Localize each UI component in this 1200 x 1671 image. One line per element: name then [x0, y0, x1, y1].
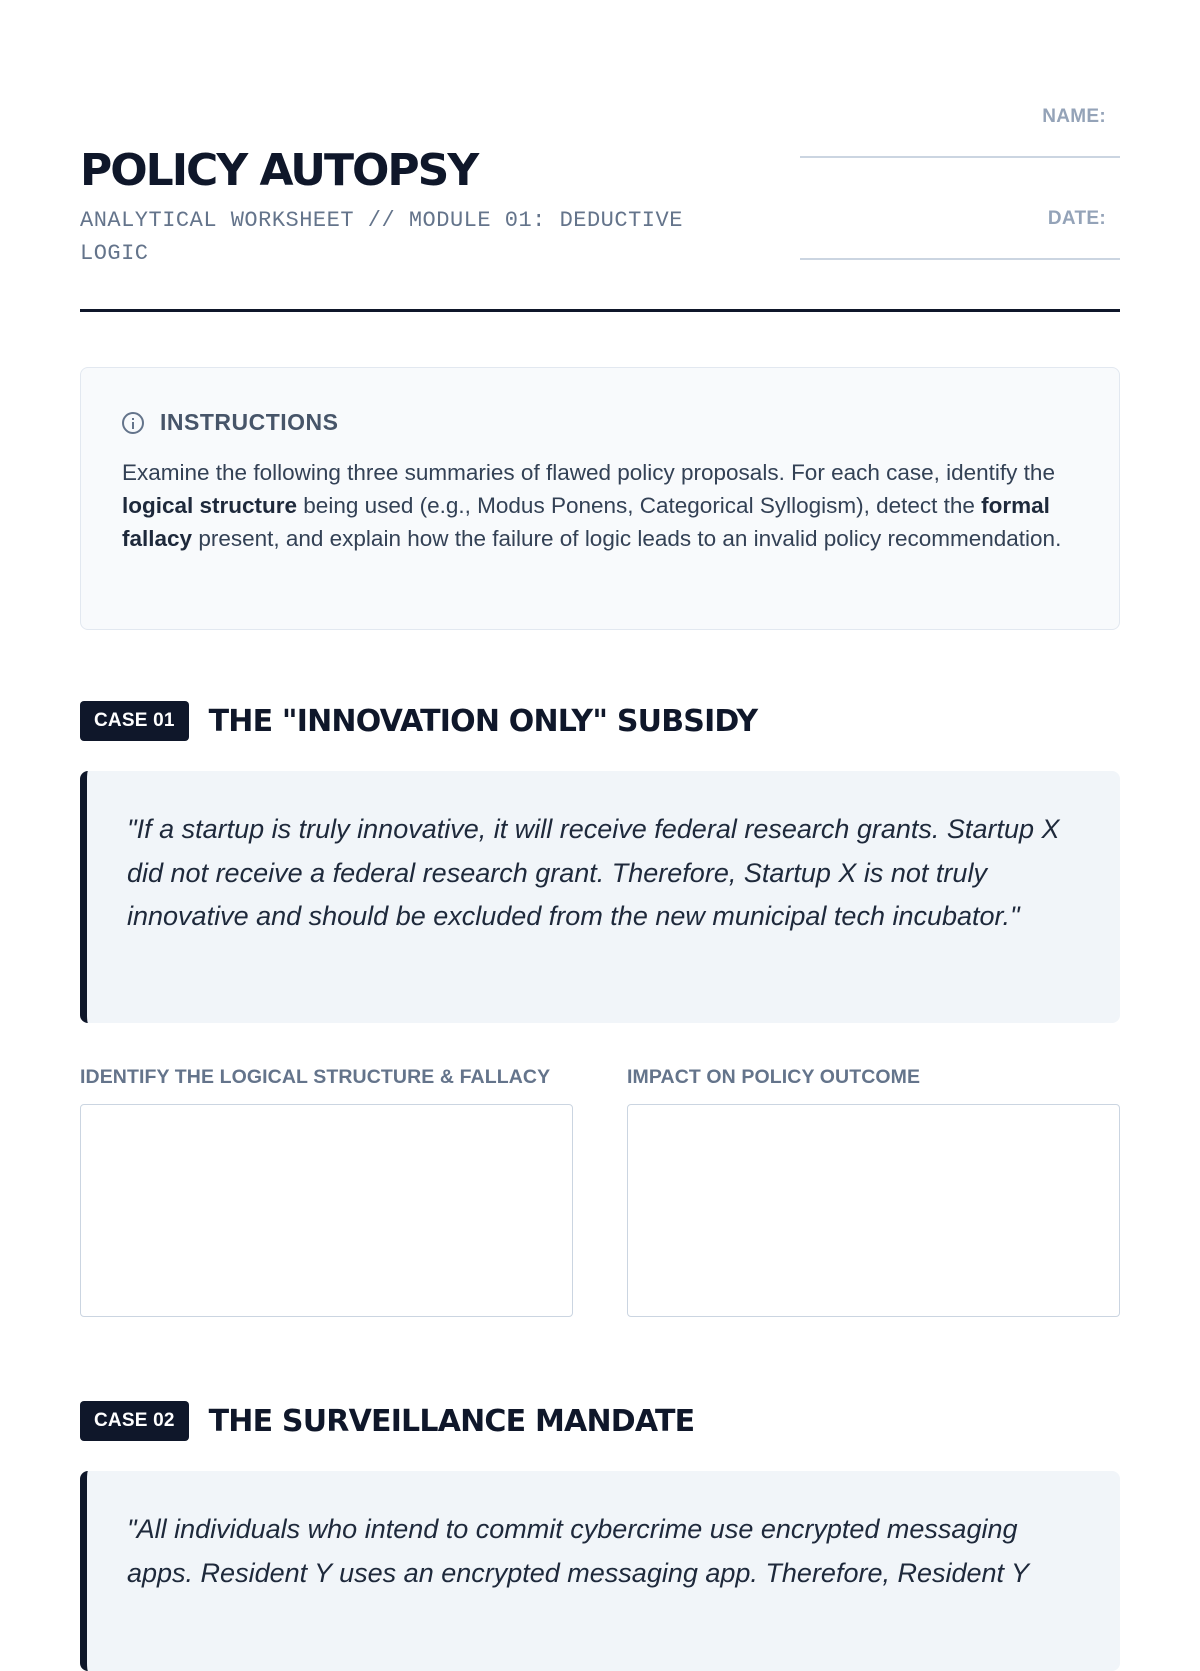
- instructions-title: INSTRUCTIONS: [160, 409, 339, 435]
- case-01-heading: [80, 701, 757, 741]
- instructions-panel: [80, 367, 1120, 630]
- case-01-title: THE "INNOVATION ONLY" SUBSIDY: [208, 703, 758, 739]
- info-icon: [122, 412, 144, 434]
- worksheet-header: [80, 0, 1120, 312]
- case-02-badge: CASE 02: [80, 1401, 189, 1441]
- formal-fallacy-emphasis: formal fallacy: [122, 493, 1050, 551]
- instructions-text: Examine the following three summaries of flawed policy proposals. For each case, identify the logical structure being used (e.g., Modus Ponens, Categorical Syllogism), detect the formal fallacy present, and explain how the failure of logic leads to an invalid policy recommendation.: [122, 460, 1062, 551]
- case-01-impact-answer-box[interactable]: [627, 1104, 1120, 1317]
- date-field[interactable]: [800, 198, 1120, 260]
- case-02-title: THE SURVEILLANCE MANDATE: [208, 1403, 695, 1439]
- logical-structure-emphasis: logical structure: [122, 493, 298, 518]
- name-label: NAME:: [1042, 106, 1106, 127]
- case-02-quote: "All individuals who intend to commit cybercrime use encrypted messaging apps. Resident Y uses an encrypted messaging app. Therefore, Resident Y: [80, 1471, 1120, 1671]
- date-label: DATE:: [1047, 208, 1106, 229]
- case-01-badge: CASE 01: [80, 701, 189, 741]
- case-01-quote: "If a startup is truly innovative, it will receive federal research grants. Startup X did not receive a federal research grant. Therefore, Startup X is not truly innovative and should be excluded from the new municipal tech incubator.": [80, 771, 1120, 1023]
- header-divider: [80, 309, 1120, 312]
- case-02-heading: [80, 1401, 694, 1441]
- instructions-heading: [122, 409, 339, 436]
- case-01-impact-label: IMPACT ON POLICY OUTCOME: [627, 1066, 921, 1088]
- page-subtitle: ANALYTICAL WORKSHEET // MODULE 01: DEDUCTIVE LOGIC: [80, 208, 683, 266]
- case-01-structure-answer-box[interactable]: [80, 1104, 573, 1317]
- name-field[interactable]: [800, 96, 1120, 158]
- case-01-structure-label: IDENTIFY THE LOGICAL STRUCTURE & FALLACY: [80, 1066, 551, 1088]
- page-title: POLICY AUTOPSY: [80, 145, 478, 196]
